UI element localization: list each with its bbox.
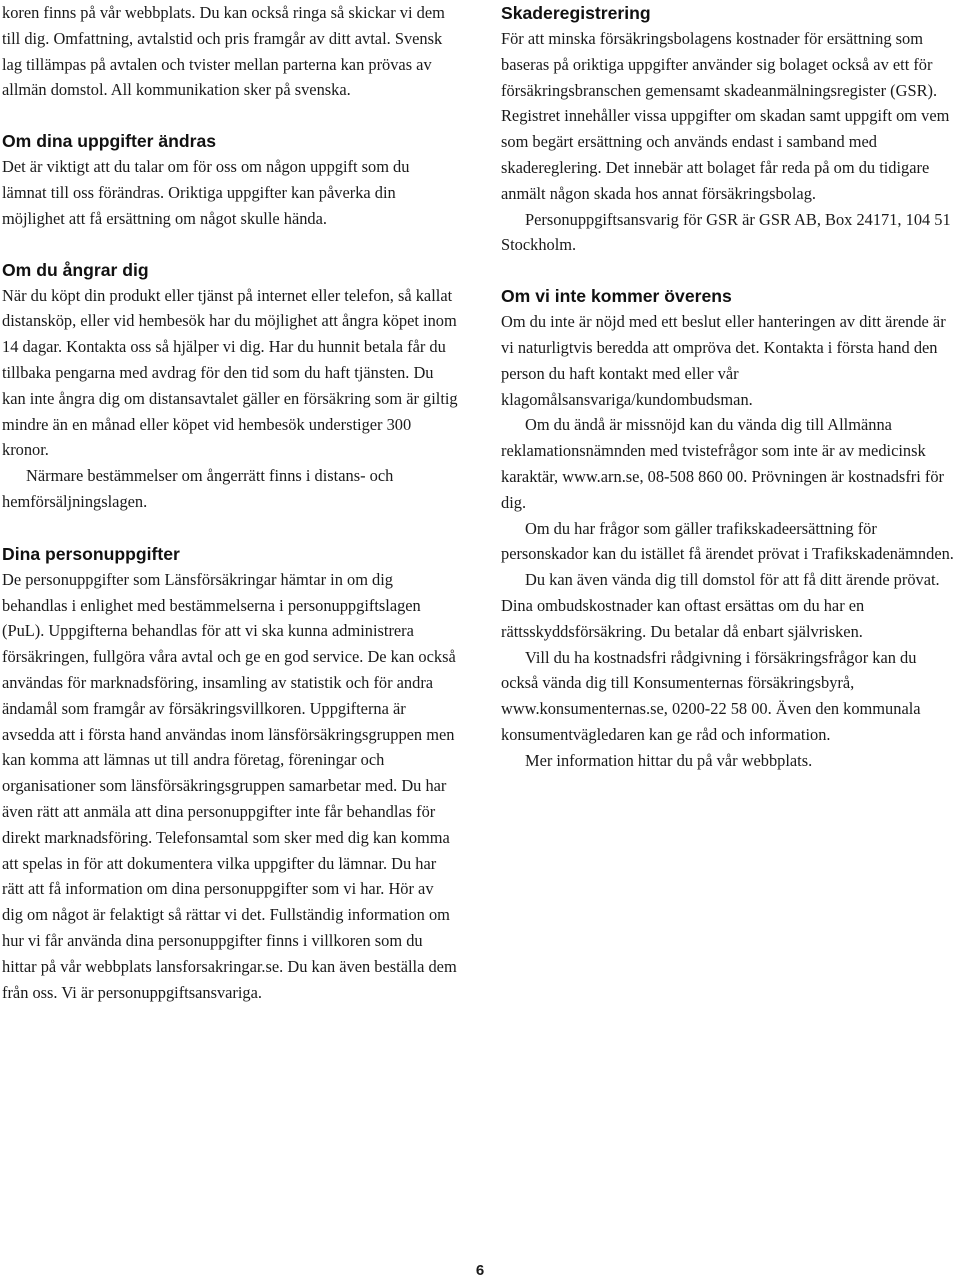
paragraph-angerratt: När du köpt din produkt eller tjänst på internet eller telefon, så kallat distansköp, eller vid hembesök har du möjlighet att ångra köpet inom 14 dagar. Kontakta oss så hjälper vi dig. Har du hunnit betala får du tillbaka pengarna med avdrag för den tid som du haft tjänsten. Du kan inte ångra dig om distansavtalet gäller en försäkring som är giltig mindre än en månad eller köpet vid hembesök understiger 300 kronor. — [2, 285, 458, 460]
paragraph-domstol: Du kan även vända dig till domstol för att få ditt ärende prövat. Dina ombudskostnader kan oftast ersättas om du har en rättsskyddsförsäkring. Du betalar då enbart självrisken. — [501, 570, 940, 641]
intro-paragraph: koren finns på vår webbplats. Du kan också ringa så skickar vi dem till dig. Omfattning, avtalstid och pris framgår av ditt avtal. Svensk lag tillämpas på avtalen och tvister mellan parterna kan prövas av allmän domstol. All kommunikation sker på svenska. — [2, 3, 445, 100]
left-column — [2, 0, 458, 1005]
paragraph-skaderegistrering: För att minska försäkringsbolagens kostnader för ersättning som baseras på oriktiga uppgifter använder sig bolaget också av ett för försäkringsbranschen gemensamt skadeanmälningsregister (GSR). Registret innehåller vissa uppgifter om skadan samt uppgift om vem som begärt ersättning och används endast i samband med skadereglering. Det innebär att bolaget får reda på om du tidigare anmält någon skada hos annat försäkringsbolag. — [501, 29, 950, 203]
paragraph-arn: Om du ändå är missnöjd kan du vända dig till Allmänna reklamationsnämnden med tvistefrågor som inte är av medicinsk karaktär, www.arn.se, 08-508 860 00. Prövningen är kostnadsfri för dig. — [501, 415, 944, 512]
heading-om-dina-uppgifter-andras: Om dina uppgifter ändras — [2, 131, 217, 152]
heading-dina-personuppgifter: Dina personuppgifter — [2, 543, 180, 564]
right-column — [501, 0, 957, 774]
paragraph-uppgifter-andras: Det är viktigt att du talar om för oss om någon uppgift som du lämnat till oss förändras. Oriktiga uppgifter kan påverka din möjlighet att få ersättning om något skulle hända. — [2, 157, 410, 228]
paragraph-personuppgifter: De personuppgifter som Länsförsäkringar hämtar in om dig behandlas i enlighet med bestämmelserna i personuppgiftslagen (PuL). Uppgifterna behandlas för att vi ska kunna administrera försäkringen, fullgöra våra avtal och ge en god service. De kan också användas för marknadsföring, insamling av statistik och för andra ändamål som framgår av försäkringsvillkoren. Uppgifterna är avsedda att i första hand användas inom länsförsäkringsgruppen men kan komma att lämnas ut till andra företag, föreningar och organisationer som länsförsäkringsgruppen samarbetar med. Du har även rätt att anmäla att dina personuppgifter inte får behandlas för direkt marknadsföring. Telefonsamtal som sker med dig kan komma att spelas in för att dokumentera vilka uppgifter du lämnar. Du har rätt att få information om dina personuppgifter som vi har. Hör av dig om något är felaktigt så rättar vi det. Fullständig information om hur vi får använda dina personuppgifter finns i villkoren som du hittar på vår webbplats lansforsakringar.se. Du kan även beställa dem från oss. Vi är personuppgiftsansvariga. — [2, 569, 457, 1002]
heading-skaderegistrering: Skaderegistrering — [501, 3, 651, 23]
paragraph-trafikskadenamnden: Om du har frågor som gäller trafikskadeersättning för personskador kan du istället få ärendet prövat i Trafikskadenämnden. — [501, 518, 954, 564]
heading-om-vi-inte-kommer-overens: Om vi inte kommer överens — [501, 286, 732, 307]
paragraph-narmare-bestammelser: Närmare bestämmelser om ångerrätt finns i distans- och hemförsäljningslagen. — [2, 466, 394, 511]
heading-om-du-angrar-dig: Om du ångrar dig — [2, 259, 149, 280]
paragraph-mer-information: Mer information hittar du på vår webbplats. — [525, 750, 813, 770]
paragraph-ompröva: Om du inte är nöjd med ett beslut eller hanteringen av ditt ärende är vi naturligtvis beredda att ompröva det. Kontakta i första hand den person du haft kontakt med eller vår klagomålsansvariga/kundombudsman. — [501, 312, 946, 409]
paragraph-konsumenternas: Vill du ha kostnadsfri rådgivning i försäkringsfrågor kan du också vända dig till Konsumenternas försäkringsbyrå, www.konsumenternas.se, 0200-22 58 00. Även den kommunala konsumentvägledaren kan ge råd och information. — [501, 647, 921, 744]
page-number: 6 — [475, 1262, 485, 1279]
paragraph-gsr-address: Personuppgiftsansvarig för GSR är GSR AB, Box 24171, 104 51 Stockholm. — [501, 209, 951, 255]
